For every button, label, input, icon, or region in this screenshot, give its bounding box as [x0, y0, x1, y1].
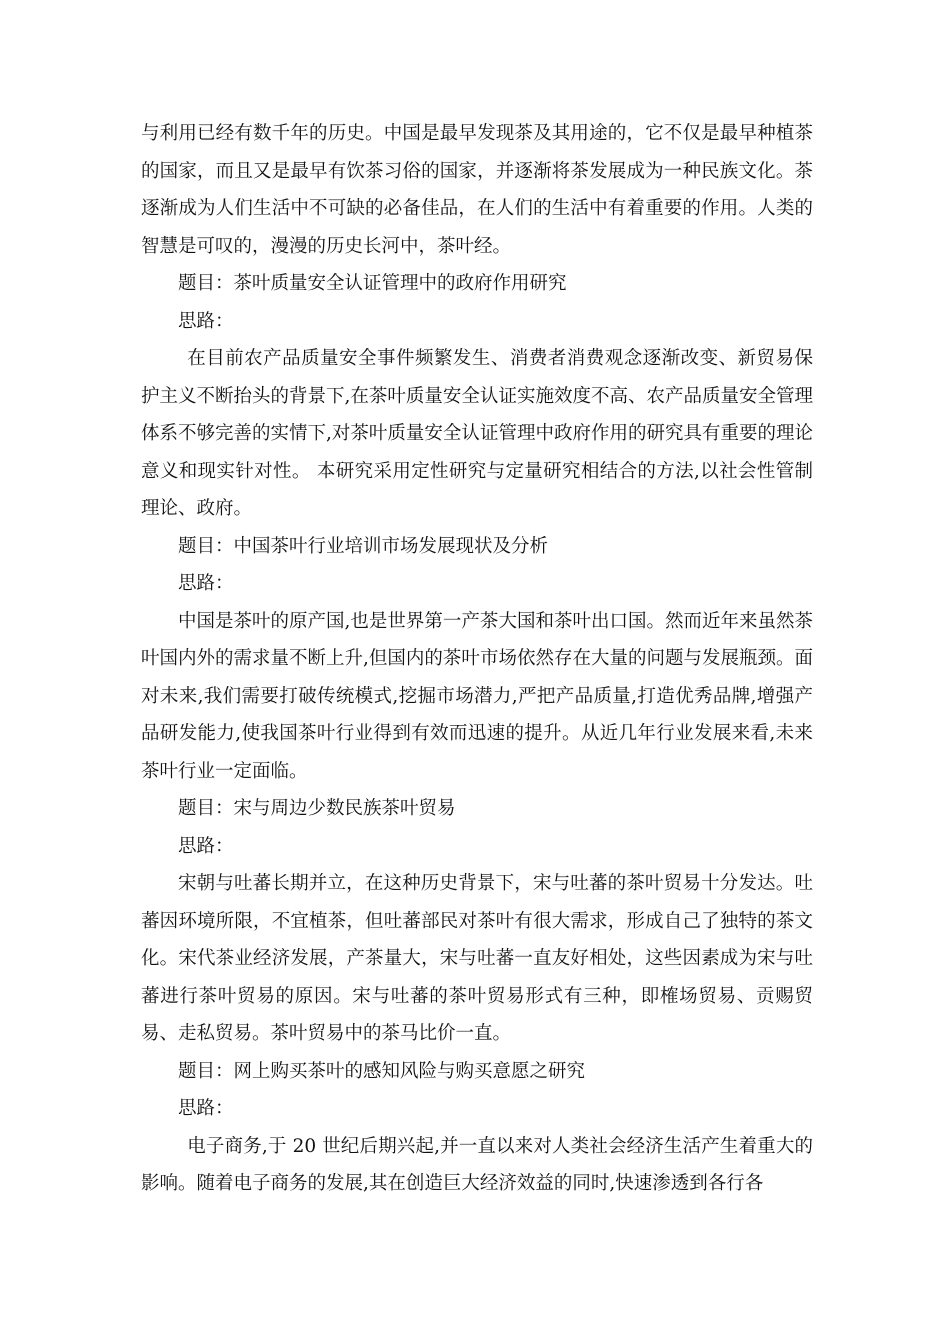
topic-2-body: 中国是茶叶的原产国,也是世界第一产茶大国和茶叶出口国。然而近年来虽然茶叶国内外的需求量不断上升,但国内的茶叶市场依然存在大量的问题与发展瓶颈。面对未来,我们需要打破传统模式,挖掘市场潜力,严把产品质量,打造优秀品牌,增强产品研发能力,使我国茶叶行业得到有效而迅速的提升。从近几年行业发展来看,未来茶叶行业一定面临。 [141, 610, 813, 782]
topic-3-body: 宋朝与吐蕃长期并立，在这种历史背景下，宋与吐蕃的茶叶贸易十分发达。吐蕃因环境所限，不宜植茶，但吐蕃部民对茶叶有很大需求，形成自己了独特的茶文化。宋代茶业经济发展，产茶量大，宋与吐蕃一直友好相处，这些因素成为宋与吐蕃进行茶叶贸易的原因。宋与吐蕃的茶叶贸易形式有三种，即榷场贸易、贡赐贸易、走私贸易。茶叶贸易中的茶马比价一直。 [141, 873, 813, 1044]
topic-1-approach-label: 思路： [178, 310, 234, 332]
topic-4-body: 电子商务,于 20 世纪后期兴起,并一直以来对人类社会经济生活产生着重大的影响。随着电子商务的发展,其在创造巨大经济效益的同时,快速渗透到各行各 [141, 1135, 813, 1194]
topic-4-title: 题目：网上购买茶叶的感知风险与购买意愿之研究 [178, 1060, 586, 1082]
topic-2-approach-label: 思路： [178, 573, 234, 594]
topic-3-approach-label: 思路： [178, 835, 234, 857]
topic-1-body: 在目前农产品质量安全事件频繁发生、消费者消费观念逐渐改变、新贸易保护主义不断抬头的背景下,在茶叶质量安全认证实施效度不高、农产品质量安全管理体系不够完善的实情下,对茶叶质量安全认证管理中政府作用的研究具有重要的理论意义和现实针对性。 本研究采用定性研究与定量研究相结合的方法,以社会性管制理论、政府。 [141, 348, 813, 519]
topic-1-title: 题目：茶叶质量安全认证管理中的政府作用研究 [178, 273, 567, 294]
topic-2-title: 题目：中国茶叶行业培训市场发展现状及分析 [178, 535, 549, 557]
topic-4-approach-label: 思路： [178, 1098, 234, 1119]
document-page [141, 115, 813, 1203]
intro-paragraph: 与利用已经有数千年的历史。中国是最早发现茶及其用途的，它不仅是最早种植茶的国家，而且又是最早有饮茶习俗的国家，并逐渐将茶发展成为一种民族文化。茶逐渐成为人们生活中不可缺的必备佳品，在人们的生活中有着重要的作用。人类的智慧是可叹的，漫漫的历史长河中，茶叶经。 [141, 123, 813, 257]
topic-3-title: 题目：宋与周边少数民族茶叶贸易 [178, 798, 456, 819]
